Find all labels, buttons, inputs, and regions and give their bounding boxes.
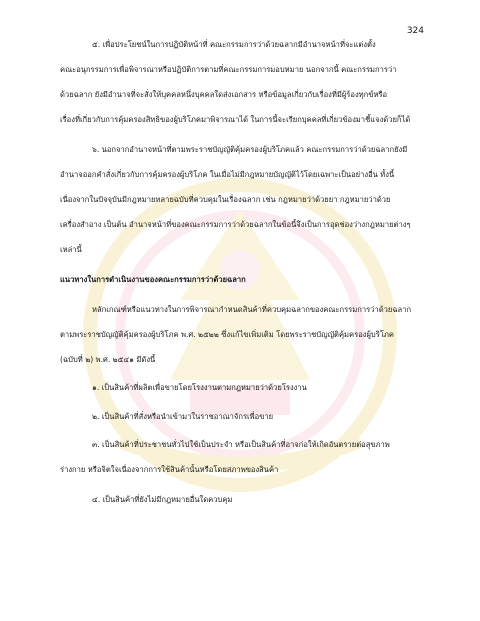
list-item: ๒. เป็นสินค้าที่สั่งหรือนำเข้ามาในราชอาณาจักรเพื่อขาย [92, 412, 274, 421]
paragraph-line: เหล่านี้ [60, 245, 82, 254]
list-item: ๑. เป็นสินค้าที่ผลิตเพื่อขายโดยโรงงานตามกฎหมายว่าด้วยโรงงาน [92, 383, 307, 392]
paragraph-line: เนื่องจากในปัจจุบันมีกฎหมายหลายฉบับที่ควบคุมในเรื่องฉลาก เช่น กฎหมายว่าด้วยยา กฎหมายว่าด้วย [60, 195, 391, 204]
paragraph-line: อำนาจออกคำสั่งเกี่ยวกับการคุ้มครองผู้บริโภค ในเมื่อไม่มีกฎหมายบัญญัติไว้โดยเฉพาะเป็นอย่างอื่น ทั้งนี้ [60, 170, 395, 179]
list-item: ๔. เป็นสินค้าที่ยังไม่มีกฎหมายอื่นใดควบคุม [92, 495, 233, 504]
paragraph-line: ร่างกาย หรือจิตใจเนื่องจากการใช้สินค้านั้นหรือโดยสภาพของสินค้า [60, 465, 279, 474]
paragraph-line: ๕. เพื่อประโยชน์ในการปฏิบัติหน้าที่ คณะกรรมการว่าด้วยฉลากมีอำนาจหน้าที่จะแต่งตั้ง [92, 40, 376, 49]
paragraph-line: หลักเกณฑ์หรือแนวทางในการพิจารณากำหนดสินค้าที่ควบคุมฉลากของคณะกรรมการว่าด้วยฉลาก [92, 305, 412, 314]
paragraph-line: (ฉบับที่ ๒) พ.ศ. ๒๕๔๑ มีดังนี้ [60, 355, 156, 364]
paragraph-line: เรื่องที่เกี่ยวกับการคุ้มครองสิทธิของผู้บริโภคมาพิจารณาได้ ในการนี้จะเรียกบุคคลที่เกี่ยวข้องมาชี้แจงด้วยก็ได้ [60, 115, 411, 124]
paragraph-line: ตามพระราชบัญญัติคุ้มครองผู้บริโภค พ.ศ. ๒๕๒๒ ซึ่งแก้ไขเพิ่มเติม โดยพระราชบัญญัติคุ้มครองผู้บริโภค [60, 330, 394, 339]
section-heading: แนวทางในการดำเนินงานของคณะกรรมการว่าด้วยฉลาก [60, 275, 246, 284]
list-item: ๓. เป็นสินค้าที่ประชาชนทั่วไปใช้เป็นประจำ หรือเป็นสินค้าที่อาจก่อให้เกิดอันตรายต่อสุขภาพ [92, 440, 390, 449]
paragraph-line: ๖. นอกจากอำนาจหน้าที่ตามพระราชบัญญัติคุ้มครองผู้บริโภคแล้ว คณะกรรมการว่าด้วยฉลากยังมี [92, 145, 408, 154]
paragraph-line: เครื่องสำอาง เป็นต้น อำนาจหน้าที่ของคณะกรรมการว่าด้วยฉลากในข้อนี้จึงเป็นการอุดช่องว่างกฎหมายต่างๆ [60, 220, 411, 229]
paragraph-line: ด้วยฉลาก ยังมีอำนาจที่จะสั่งให้บุคคลหนึ่งบุคคลใดส่งเอกสาร หรือข้อมูลเกี่ยวกับเรื่องที่มีผู้ร้องทุกข์หรือ [60, 90, 388, 99]
paragraph-line: คณะอนุกรรมการเพื่อพิจารณาหรือปฏิบัติการตามที่คณะกรรมการมอบหมาย นอกจากนี้ คณะกรรมการว่า [60, 65, 397, 74]
page-number: 324 [406, 26, 424, 36]
